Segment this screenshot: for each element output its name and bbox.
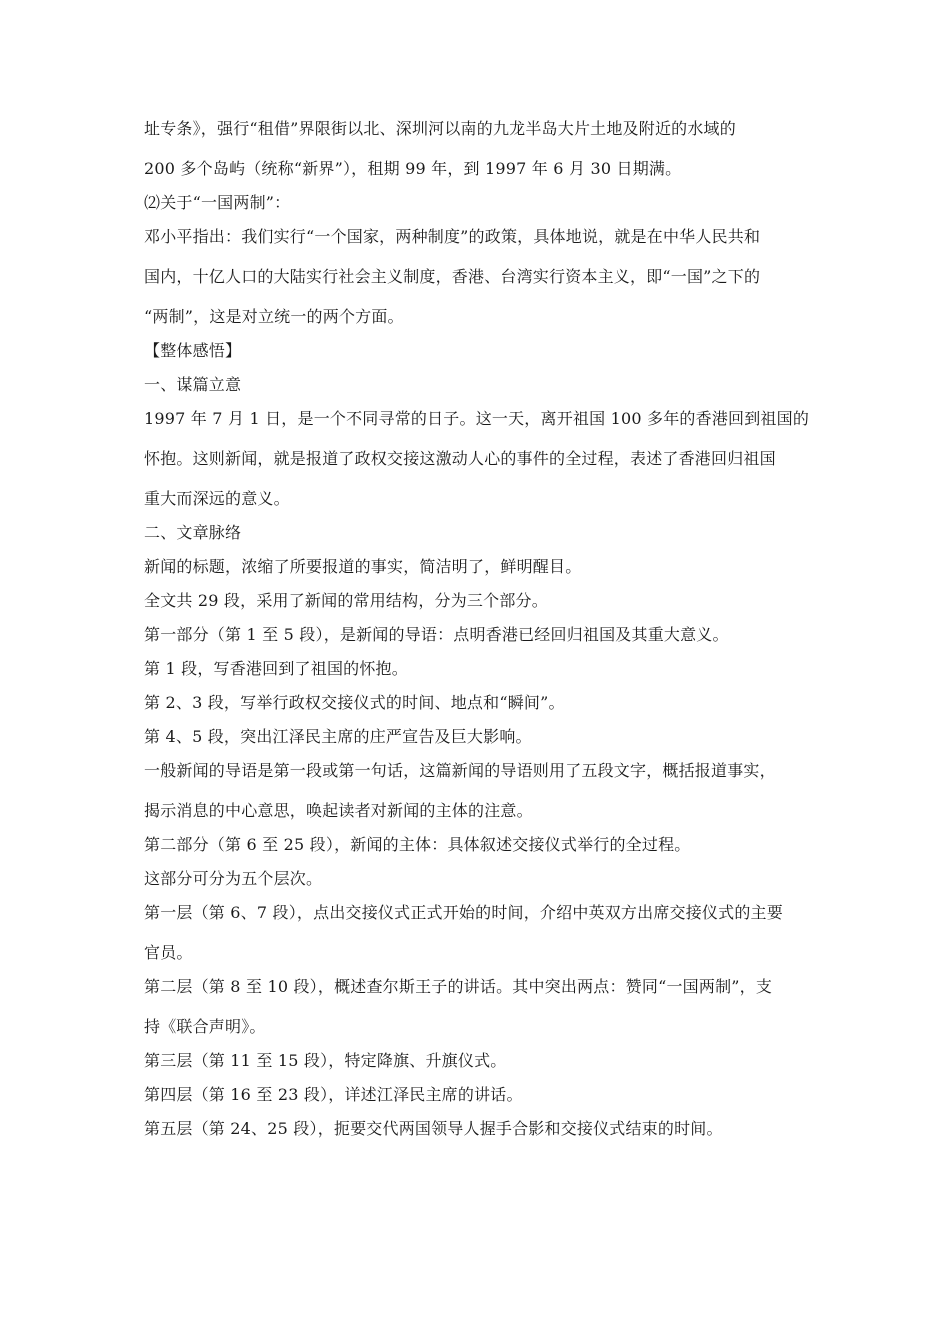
text-line: 全文共 29 段，采用了新闻的常用结构，分为三个部分。 <box>144 591 548 610</box>
text-line: 第 2、3 段，写举行政权交接仪式的时间、地点和“瞬间”。 <box>144 693 565 712</box>
text-line: 第四层（第 16 至 23 段），详述江泽民主席的讲话。 <box>144 1085 523 1104</box>
text-line: 官员。 <box>144 943 193 962</box>
text-line: 第二部分（第 6 至 25 段），新闻的主体：具体叙述交接仪式举行的全过程。 <box>144 835 691 854</box>
text-line: 持《联合声明》。 <box>144 1017 266 1036</box>
section-heading: 一、谋篇立意 <box>144 375 242 394</box>
text-line: 第 1 段，写香港回到了祖国的怀抱。 <box>144 659 408 678</box>
text-line: 新闻的标题，浓缩了所要报道的事实，简洁明了，鲜明醒目。 <box>144 557 582 576</box>
text-line: 第 4、5 段，突出江泽民主席的庄严宣告及巨大影响。 <box>144 727 532 746</box>
text-line: 1997 年 7 月 1 日，是一个不同寻常的日子。这一天，离开祖国 100 多年的香港回到祖国的 <box>144 409 810 428</box>
section-heading: ⑵关于“一国两制”： <box>144 193 291 212</box>
section-heading: 【整体感悟】 <box>144 341 242 360</box>
text-line: 第五层（第 24、25 段），扼要交代两国领导人握手合影和交接仪式结束的时间。 <box>144 1119 723 1138</box>
text-line: 揭示消息的中心意思，唤起读者对新闻的主体的注意。 <box>144 801 533 820</box>
text-line: 第一部分（第 1 至 5 段），是新闻的导语：点明香港已经回归祖国及其重大意义。 <box>144 625 729 644</box>
text-line: 一般新闻的导语是第一段或第一句话，这篇新闻的导语则用了五段文字，概括报道事实， <box>144 761 776 780</box>
text-line: 第三层（第 11 至 15 段），特定降旗、升旗仪式。 <box>144 1051 507 1070</box>
text-line: 第一层（第 6、7 段），点出交接仪式正式开始的时间，介绍中英双方出席交接仪式的主要 <box>144 903 783 922</box>
text-line: 怀抱。这则新闻，就是报道了政权交接这激动人心的事件的全过程，表述了香港回归祖国 <box>144 449 776 468</box>
text-line: 国内，十亿人口的大陆实行社会主义制度，香港、台湾实行资本主义，即“一国”之下的 <box>144 267 761 286</box>
section-heading: 二、文章脉络 <box>144 523 242 542</box>
text-line: 200 多个岛屿（统称“新界”），租期 99 年，到 1997 年 6 月 30 日期满。 <box>144 159 682 178</box>
document-page <box>144 118 810 1152</box>
text-line: 重大而深远的意义。 <box>144 489 290 508</box>
text-line: “两制”，这是对立统一的两个方面。 <box>144 307 404 326</box>
text-line: 第二层（第 8 至 10 段），概述查尔斯王子的讲话。其中突出两点：赞同“一国两制”，支 <box>144 977 773 996</box>
text-line: 址专条》，强行“租借”界限街以北、深圳河以南的九龙半岛大片土地及附近的水域的 <box>144 119 736 138</box>
text-line: 这部分可分为五个层次。 <box>144 869 323 888</box>
text-line: 邓小平指出：我们实行“一个国家，两种制度”的政策，具体地说，就是在中华人民共和 <box>144 227 761 246</box>
